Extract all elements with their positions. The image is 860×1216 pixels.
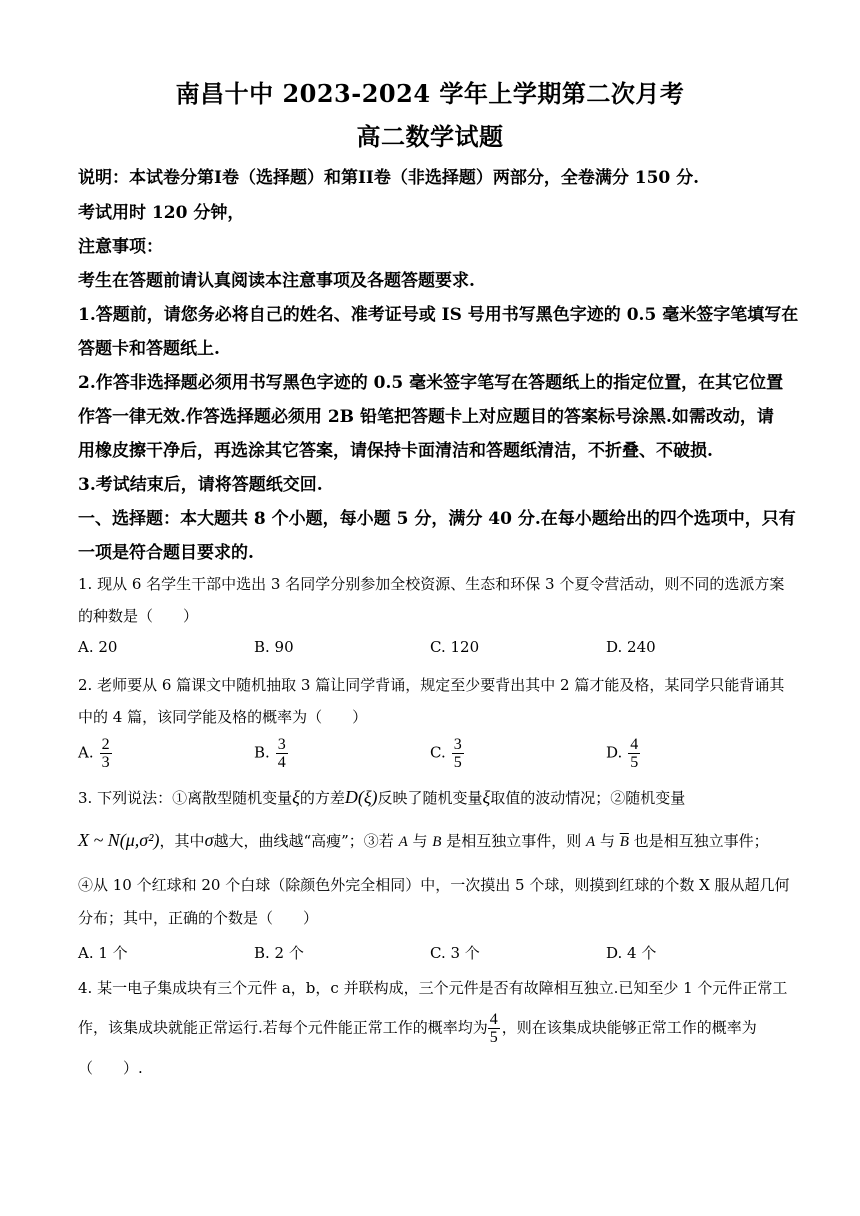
q2-option-d	[606, 736, 640, 771]
q1-option-a: A. 20	[78, 638, 118, 656]
section-heading-b: 一项是符合题目要求的.	[78, 543, 254, 563]
q2-stem-a: 2. 老师要从 6 篇课文中随机抽取 3 篇让同学背诵，规定至少要背出其中 2 篇才能及格，某同学只能背诵其	[78, 676, 785, 694]
q1-option-d: D. 240	[606, 638, 656, 656]
notice-heading: 注意事项：	[78, 237, 163, 257]
q2-option-c-label: C.	[430, 743, 446, 762]
q3-option-c: C. 3 个	[430, 944, 480, 962]
q1-option-c: C. 120	[430, 638, 480, 656]
q3-option-d: D. 4 个	[606, 944, 657, 962]
q3-stem-d: 分布；其中，正确的个数是（ ）	[78, 909, 319, 927]
q3-stem-c: ④从 10 个红球和 20 个白球（除颜色外完全相同）中，一次摸出 5 个球，则摸到红球的个数 X 服从超几何	[78, 876, 790, 894]
q4-stem-a: 4. 某一电子集成块有三个元件 a，b，c 并联构成，三个元件是否有故障相互独立.已知至少 1 个元件正常工	[78, 979, 788, 997]
q1-stem-a: 1. 现从 6 名学生干部中选出 3 名同学分别参加全校资源、生态和环保 3 个夏令营活动，则不同的选派方案	[78, 575, 785, 593]
q2-option-b	[254, 736, 288, 771]
exam-title: 南昌十中 2023-2024 学年上学期第二次月考	[175, 79, 685, 108]
q2-option-d-label: D.	[606, 743, 623, 762]
section-heading-a: 一、选择题：本大题共 8 个小题，每小题 5 分，满分 40 分.在每小题给出的四个选项中，只有	[78, 509, 796, 529]
q2-stem-b: 中的 4 篇，该同学能及格的概率为（ ）	[78, 708, 368, 726]
q2-option-c	[430, 736, 464, 771]
q2-option-c-fraction: $\frac{3}{5}$	[453, 736, 462, 771]
q1-option-b: B. 90	[254, 638, 294, 656]
q3-option-b: B. 2 个	[254, 944, 304, 962]
q2-option-a	[78, 736, 112, 771]
instruction-line-1: 说明：本试卷分第I卷（选择题）和第II卷（非选择题）两部分，全卷满分 150 分.	[78, 168, 700, 188]
q4-fraction: $\frac{4}{5}$	[489, 1011, 498, 1046]
instruction-line-3: 考生在答题前请认真阅读本注意事项及各题答题要求.	[78, 271, 475, 291]
instruction-line-2: 考试用时 120 分钟，	[78, 203, 245, 223]
notice-item-2a: 2.作答非选择题必须用书写黑色字迹的 0.5 毫米签字笔写在答题纸上的指定位置，在其它位置	[78, 373, 784, 393]
q2-option-d-fraction: $\frac{4}{5}$	[630, 736, 639, 771]
q1-stem-b: 的种数是（ ）	[78, 607, 199, 625]
notice-item-2b: 作答一律无效.作答选择题必须用 2B 铅笔把答题卡上对应题目的答案标号涂黑.如需改动，请	[78, 407, 774, 427]
notice-item-3: 3.考试结束后，请将答题纸交回.	[78, 475, 323, 495]
q3-stem-b: X ~ N(μ,σ²)，其中σ越大，曲线越“高瘦”；③若 A 与 B 是相互独立事件，则 A 与 $\overline{B}$ 也是相互独立事件；	[78, 830, 769, 850]
q4-stem-c: （ ）.	[78, 1059, 143, 1077]
q2-option-a-fraction: $\frac{2}{3}$	[101, 736, 110, 771]
q3-option-a: A. 1 个	[78, 944, 128, 962]
q3-stem-a: 3. 下列说法：①离散型随机变量ξ的方差D(ξ)反映了随机变量ξ取值的波动情况；②随机变量	[78, 787, 686, 807]
q4-stem-b: 作，该集成块就能正常运行.若每个元件能正常工作的概率均为 $\frac{4}{5}$ ，则在该集成块能够正常工作的概率为	[78, 1011, 757, 1046]
q2-option-b-fraction: $\frac{3}{4}$	[277, 736, 286, 771]
notice-item-1a: 1.答题前，请您务必将自己的姓名、准考证号或 IS 号用书写黑色字迹的 0.5 毫米签字笔填写在	[78, 305, 799, 325]
exam-subtitle: 高二数学试题	[356, 122, 504, 151]
q2-option-b-label: B.	[254, 743, 270, 762]
notice-item-2c: 用橡皮擦干净后，再选涂其它答案，请保持卡面清洁和答题纸清洁，不折叠、不破损.	[78, 441, 713, 461]
q2-option-a-label: A.	[78, 743, 94, 762]
notice-item-1b: 答题卡和答题纸上.	[78, 339, 220, 359]
